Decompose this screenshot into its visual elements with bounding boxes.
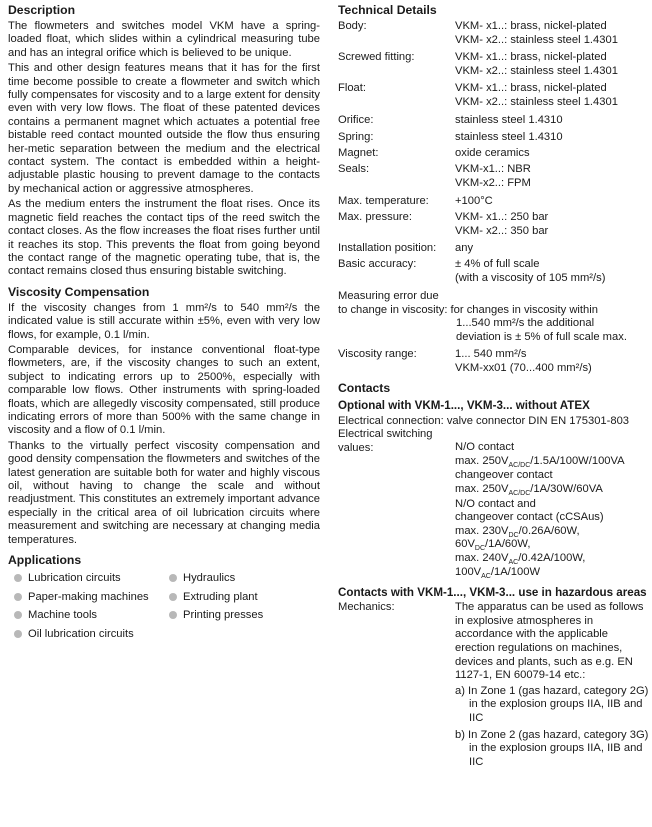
- bullet-icon: [14, 574, 22, 582]
- viscosity-paragraph-1: If the viscosity changes from 1 mm²/s to 540 mm²/s the indicated value is still accurate within ±5%, even with very low flows, for example, 0.1 l/min.: [8, 301, 320, 341]
- spec-label: Spring:: [338, 131, 374, 144]
- description-heading: Description: [8, 3, 76, 17]
- spec-label: Electrical switching values:: [338, 428, 433, 454]
- spec-value: stainless steel 1.4310: [455, 131, 563, 144]
- bullet-icon: [14, 630, 22, 638]
- spec-label: Orifice:: [338, 113, 374, 126]
- zone-2-text: b) In Zone 2 (gas hazard, category 3G) in the explosion groups IIA, IIB and IIC: [455, 728, 649, 768]
- list-item: Oil lubrication circuits: [8, 626, 163, 643]
- spec-row-seals: [338, 163, 650, 190]
- zone-1-text: a) In Zone 1 (gas hazard, category 2G) in the explosion groups IIA, IIB and IIC: [455, 684, 649, 724]
- spec-row-orifice: [338, 114, 650, 128]
- list-item: Hydraulics: [163, 570, 318, 587]
- spec-row-float: [338, 82, 650, 109]
- description-paragraph-1: The flowmeters and switches model VKM have a spring-loaded float, which slides within a cylindrical measuring tube and has an integral orifice which is believed to be unique.: [8, 20, 320, 59]
- spec-row-pressure: [338, 211, 650, 238]
- viscosity-paragraph-2: Comparable devices, for instance conventional float-type flowmeters, are, if the viscosity changes to such an extent, subject to indicating errors up to 2500%, especially with comparable low flows. Other instruments with spring-loaded floats, which are allegedly viscosity compensated, still produce indicating errors of more than 500% with the same change in viscosity and a flow of 0.1 l/min.: [8, 343, 320, 437]
- spec-label: Float:: [338, 82, 366, 95]
- switching-values: [338, 428, 650, 579]
- spec-row-accuracy: [338, 258, 650, 285]
- description-paragraph-2: This and other design features means that it has for the first time become possible to create a flowmeter and switch which fully compensates for viscosity and to a large extent for density even with very low flows. The float of these patented devices contains a permanent magnet which actuates a potential free bistable reed contact mounted outside the flow thus ensuring her-metic separation between the medium and the electrical contact system. The contact is embedded within a height-adjustable plastic housing to prevent damage to the contacts by mechanical action or aggressive atmospheres.: [8, 62, 320, 195]
- spec-row-body: [338, 20, 650, 47]
- viscosity-paragraph-3: Thanks to the virtually perfect viscosity compensation and good density compensation the flowmeters and switches of the latest generation are suitable both for water and highly viscous oil, without having to change the scale and without readjustment. This constitutes an extremely important advance especially in the critical area of oil lubrication circuits where measurement and switching are necessary at changing media temperatures.: [8, 439, 320, 546]
- spec-label: Viscosity range:: [338, 348, 417, 361]
- spec-row-installation: [338, 242, 650, 256]
- spec-label: Basic accuracy:: [338, 257, 417, 270]
- spec-value: N/O contact max. $250V_{AC/DC}/1.5A/100W/100VA$ changeover contact max. $250V_{AC/DC}/1A/30W/60VA$ N/O contact and changeover contact (cCSAus) max. $230V_{DC}/0.26A/60W$, $60V_{DC}/1A/60W$, max. $240V_{AC}/0.42A/100W$, $100V_{AC}/1A/100W$: [455, 441, 625, 580]
- spec-label: Screwed fitting:: [338, 51, 415, 64]
- list-item: Extruding plant: [163, 589, 318, 606]
- description-paragraph-3: As the medium enters the instrument the float rises. Once its magnetic field reaches the contact tips of the reed switch the contact closes. As the flow increases the float rises further until it reaches its stop. This prevents the float from going beyond the contact range of the magnetic operating tube, that is, the contact remains closed thus ensuring bistable switching.: [8, 198, 320, 278]
- spec-row-temperature: [338, 195, 650, 209]
- spec-row-magnet: [338, 147, 650, 161]
- viscosity-heading: Viscosity Compensation: [8, 284, 150, 299]
- bullet-icon: [169, 611, 177, 619]
- bullet-icon: [14, 611, 22, 619]
- spec-value: ± 4% of full scale (with a viscosity of 105 mm²/s): [455, 257, 606, 284]
- bullet-icon: [14, 593, 22, 601]
- left-column: [8, 0, 320, 642]
- spec-value: 1... 540 mm²/s VKM-xx01 (70...400 mm²/s): [455, 348, 592, 375]
- bullet-icon: [169, 593, 177, 601]
- spec-value: oxide ceramics: [455, 146, 530, 159]
- spec-value: any: [455, 242, 474, 255]
- contacts-subheading-non-atex: Optional with VKM-1..., VKM-3... without ATEX: [338, 398, 590, 412]
- applications-list: [8, 570, 320, 642]
- spec-value: VKM- x1..: brass, nickel-plated VKM- x2..: stainless steel 1.4301: [455, 20, 618, 46]
- technical-details-heading: Technical Details: [338, 3, 437, 17]
- spec-row-fitting: [338, 51, 650, 78]
- contacts-heading: Contacts: [338, 380, 391, 395]
- spec-label: Mechanics:: [338, 601, 395, 614]
- spec-row-measuring-error: Measuring error due to change in viscosity: for changes in viscosity within 1...540 mm²/s the additional deviation is ± 5% of full scale max.: [338, 290, 627, 343]
- electrical-connection: Electrical connection: valve connector DIN EN 175301-803: [338, 414, 630, 427]
- bullet-icon: [169, 574, 177, 582]
- spec-row-spring: [338, 131, 650, 145]
- list-item: Printing presses: [163, 607, 318, 624]
- spec-value: VKM- x1..: 250 bar VKM- x2..: 350 bar: [455, 211, 549, 237]
- spec-label: Seals:: [338, 163, 370, 176]
- list-item: Machine tools: [8, 607, 163, 624]
- spec-label: Max. temperature:: [338, 194, 429, 207]
- contacts-subheading-hazardous: Contacts with VKM-1..., VKM-3... use in hazardous areas: [338, 586, 647, 600]
- spec-value: stainless steel 1.4310: [455, 113, 563, 126]
- spec-label: Body:: [338, 20, 367, 32]
- spec-value: +100°C: [455, 194, 493, 207]
- spec-value: The apparatus can be used as follows in explosive atmospheres in accordance with the applicable erection regulations on machines, devices and plants, such as e.g. EN 1127-1, EN 60079-14 etc.:: [455, 601, 644, 682]
- applications-heading: Applications: [8, 553, 82, 568]
- spec-value: VKM- x1..: brass, nickel-plated VKM- x2..: stainless steel 1.4301: [455, 51, 618, 77]
- spec-label: Installation position:: [338, 242, 437, 255]
- mechanics: [338, 601, 650, 683]
- spec-label: Magnet:: [338, 146, 379, 159]
- list-item: Lubrication circuits: [8, 570, 163, 587]
- spec-value: VKM-x1..: NBR VKM-x2..: FPM: [455, 163, 531, 189]
- spec-row-viscosity-range: [338, 348, 650, 375]
- list-item: Paper-making machines: [8, 589, 163, 606]
- spec-label: Max. pressure:: [338, 211, 412, 224]
- spec-value: VKM- x1..: brass, nickel-plated VKM- x2..: stainless steel 1.4301: [455, 82, 618, 108]
- right-column: [338, 0, 650, 769]
